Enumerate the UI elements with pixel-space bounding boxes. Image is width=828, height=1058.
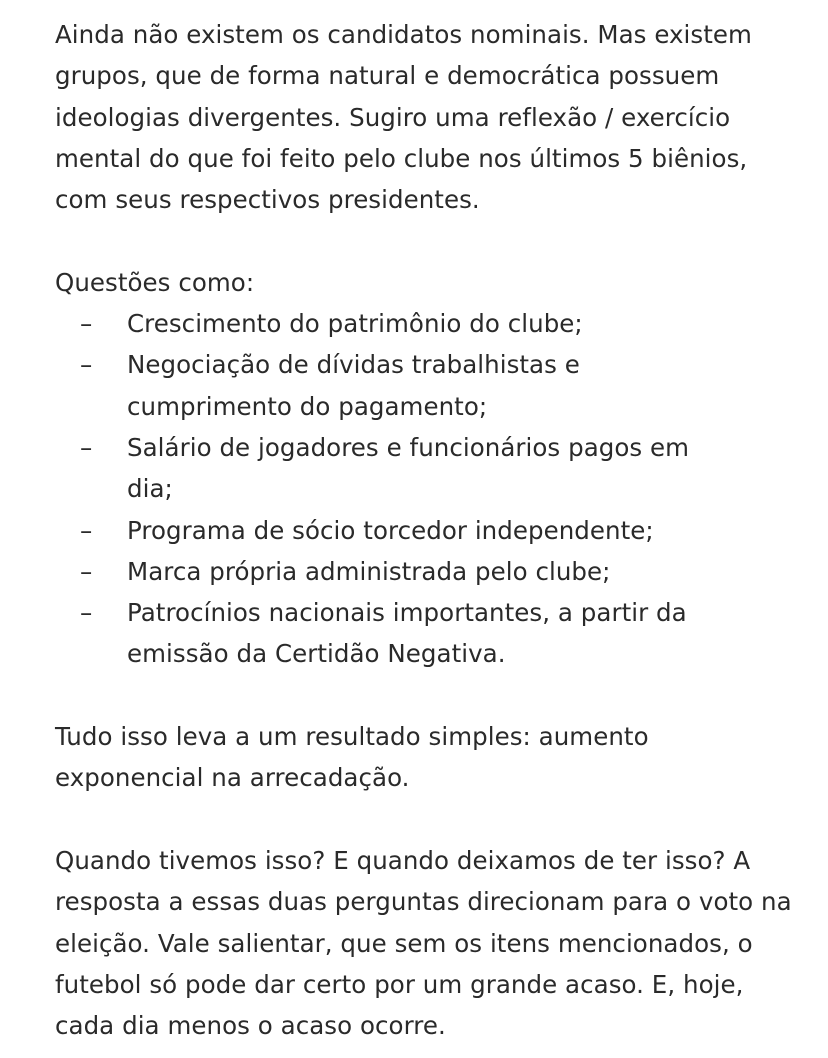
list-item-text: Programa de sócio torcedor independente;: [127, 515, 654, 545]
dash-bullet: –: [80, 598, 93, 628]
dash-bullet: –: [80, 309, 93, 339]
list-item-text: Patrocínios nacionais importantes, a partir da emissão da Certidão Negativa.: [127, 598, 687, 669]
paragraph-conclusion: Quando tivemos isso? E quando deixamos de ter isso? A resposta a essas duas perguntas direcionam para o voto na eleição. Vale salientar, que sem os itens mencionados, o futebol só pode dar certo por um grande acaso. E, hoje, cada dia menos o acaso ocorre.: [55, 845, 792, 1041]
list-item: [55, 510, 737, 551]
list-item-text: Salário de jogadores e funcionários pagos em dia;: [127, 432, 690, 504]
dash-bullet: –: [80, 556, 93, 586]
paragraph-intro-text: Ainda não existem os candidatos nominais. Mas existem grupos, que de forma natural e democrática possuem ideologias divergentes. Sugiro uma reflexão / exercício mental do que foi feito pelo clube nos últimos 5 biênios, com seus respectivos presidentes.: [55, 20, 752, 215]
note-body: [55, 14, 795, 1046]
dash-bullet: –: [80, 350, 93, 380]
list-item-text: Negociação de dívidas trabalhistas e cumprimento do pagamento;: [127, 350, 580, 421]
list-item-text: Crescimento do patrimônio do clube;: [127, 309, 583, 339]
list-item: [55, 303, 737, 344]
dash-bullet: –: [80, 515, 93, 545]
questions-list: [55, 303, 795, 675]
paragraph-list-intro: Questões como:: [55, 267, 255, 297]
dash-bullet: –: [80, 432, 93, 462]
list-item: [55, 344, 737, 427]
list-item-text: Marca própria administrada pelo clube;: [127, 556, 611, 586]
paragraph-result: Tudo isso leva a um resultado simples: aumento exponencial na arrecadação.: [55, 722, 649, 793]
list-item: [55, 592, 737, 675]
list-item: [55, 427, 737, 510]
list-item: [55, 551, 737, 592]
